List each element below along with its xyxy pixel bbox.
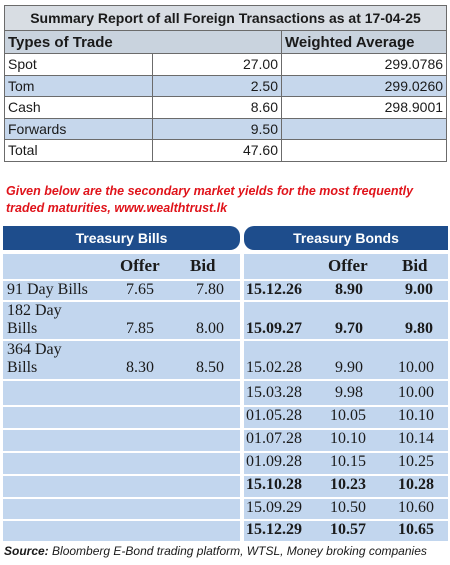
trade-amount: 8.60 [153, 97, 282, 119]
bond-offer: 10.23 [330, 476, 366, 493]
bill-tenor: 364 Day [7, 341, 62, 358]
bond-offer: 8.90 [335, 281, 363, 298]
bond-bid: 10.28 [398, 476, 434, 493]
row-separator [3, 300, 448, 302]
note-line-2: traded maturities, www.wealthtrust.lk [6, 201, 228, 215]
trade-average [282, 118, 447, 140]
bond-offer: 10.15 [330, 453, 366, 470]
trade-average [282, 140, 447, 162]
bond-offer: 10.57 [330, 521, 366, 538]
row-separator [3, 451, 448, 453]
trade-amount: 47.60 [153, 140, 282, 162]
bill-tenor: 182 Day [7, 302, 62, 319]
bond-maturity: 15.03.28 [246, 384, 302, 401]
bond-offer: 10.10 [330, 430, 366, 447]
row-separator [3, 428, 448, 430]
bond-maturity: 01.09.28 [246, 453, 302, 470]
row-separator [3, 474, 448, 476]
bond-bid: 10.25 [398, 453, 434, 470]
bill-bid: 8.50 [196, 359, 224, 376]
trade-amount: 9.50 [153, 118, 282, 140]
trade-type: Spot [5, 54, 153, 76]
summary-row-spot [5, 54, 447, 76]
bill-bid: 8.00 [196, 320, 224, 337]
bond-maturity: 01.05.28 [246, 407, 302, 424]
bill-offer: 7.65 [126, 281, 154, 298]
summary-row-cash [5, 97, 447, 119]
treasury-bonds-header: Treasury Bonds [244, 226, 448, 250]
trade-amount: 27.00 [153, 54, 282, 76]
trade-type: Forwards [5, 118, 153, 140]
bond-bid: 10.60 [398, 499, 434, 516]
bond-maturity: 01.07.28 [246, 430, 302, 447]
bond-maturity: 15.10.28 [246, 476, 302, 493]
row-separator [3, 497, 448, 499]
summary-row-tom [5, 75, 447, 97]
bond-maturity: 15.09.29 [246, 499, 302, 516]
bond-bid: 9.00 [405, 281, 433, 298]
bills-bid-header: Bid [190, 256, 216, 275]
trade-type: Tom [5, 75, 153, 97]
bond-maturity: 15.12.26 [246, 281, 302, 298]
bond-maturity: 15.09.27 [246, 320, 302, 337]
summary-title: Summary Report of all Foreign Transactions as at 17-04-25 [5, 6, 447, 31]
bill-tenor-line2: Bills [7, 320, 38, 337]
summary-table [4, 5, 447, 162]
header-weighted-average: Weighted Average [282, 31, 447, 54]
trade-amount: 2.50 [153, 75, 282, 97]
bond-bid: 10.00 [398, 384, 434, 401]
summary-row-total [5, 140, 447, 162]
trade-type: Cash [5, 97, 153, 119]
bond-bid: 10.14 [398, 430, 434, 447]
bond-bid: 10.65 [398, 521, 434, 538]
yields-note [6, 183, 446, 217]
bill-tenor: 91 Day Bills [7, 281, 88, 298]
bond-offer: 9.70 [335, 320, 363, 337]
summary-row-forwards [5, 118, 447, 140]
trade-average: 299.0260 [282, 75, 447, 97]
row-separator [3, 405, 448, 407]
trade-type: Total [5, 140, 153, 162]
note-line-1: Given below are the secondary market yields for the most frequently [6, 184, 414, 198]
bond-maturity: 15.02.28 [246, 359, 302, 376]
treasury-bills-header: Treasury Bills [3, 226, 240, 250]
row-separator [3, 519, 448, 521]
bond-bid: 10.10 [398, 407, 434, 424]
bonds-offer-header: Offer [328, 256, 368, 275]
row-separator [3, 379, 448, 381]
source-text: Bloomberg E-Bond trading platform, WTSL, Money broking companies [48, 544, 427, 558]
bond-bid: 10.00 [398, 359, 434, 376]
row-separator [3, 339, 448, 341]
bill-offer: 7.85 [126, 320, 154, 337]
bond-offer: 9.98 [335, 384, 363, 401]
bond-maturity: 15.12.29 [246, 521, 302, 538]
trade-average: 298.9001 [282, 97, 447, 119]
header-types-of-trade: Types of Trade [5, 31, 282, 54]
bond-bid: 9.80 [405, 320, 433, 337]
source-label: Source: [4, 544, 49, 558]
bond-offer: 10.05 [330, 407, 366, 424]
source-footnote [4, 544, 427, 558]
treasury-bills-panel-lower [3, 379, 240, 541]
bill-offer: 8.30 [126, 359, 154, 376]
trade-average: 299.0786 [282, 54, 447, 76]
bill-tenor-line2: Bills [7, 359, 38, 376]
bill-bid: 7.80 [196, 281, 224, 298]
bills-offer-header: Offer [120, 256, 160, 275]
bond-offer: 9.90 [335, 359, 363, 376]
bonds-bid-header: Bid [402, 256, 428, 275]
bond-offer: 10.50 [330, 499, 366, 516]
